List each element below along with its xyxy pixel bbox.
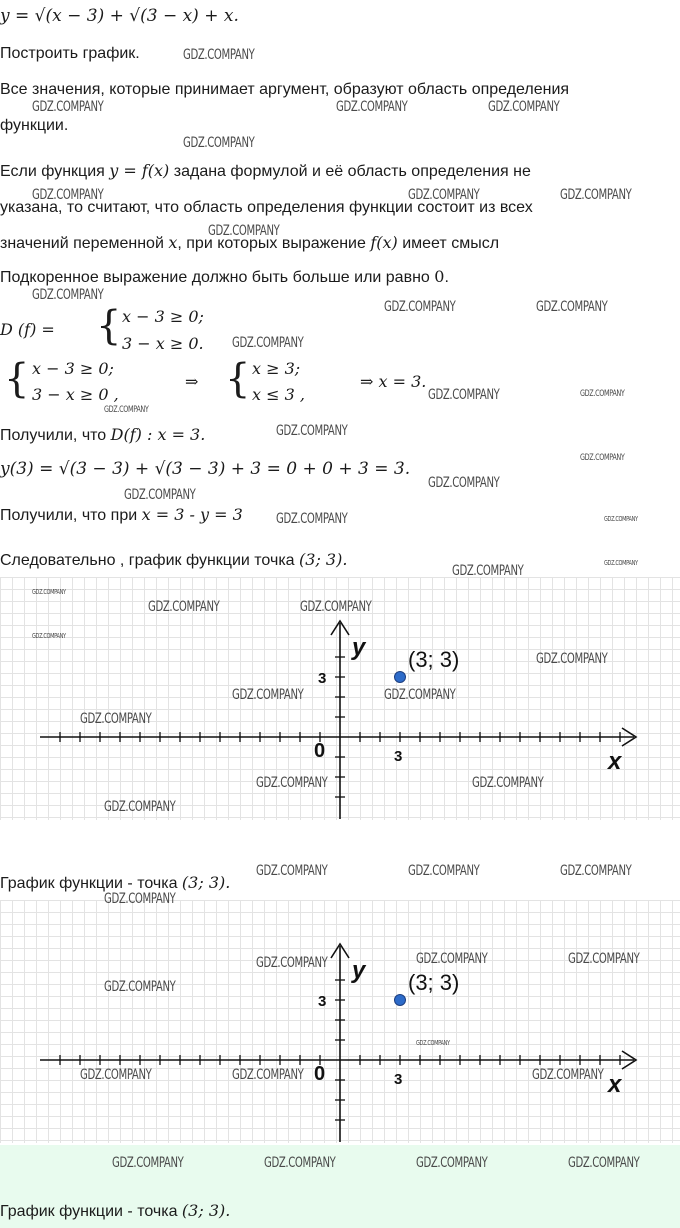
paragraph-domain-2c: значений переменной x, при которых выражение f(x) имеет смысл <box>0 233 500 252</box>
watermark: GDZ.COMPANY <box>80 711 152 727</box>
graph-point-3-3-second <box>0 900 680 1143</box>
brace-1: { <box>96 303 122 349</box>
watermark: GDZ.COMPANY <box>32 99 104 115</box>
watermark: GDZ.COMPANY <box>148 599 220 615</box>
watermark: GDZ.COMPANY <box>452 563 524 579</box>
y-tick-label: 3 <box>318 993 327 1010</box>
watermark: GDZ.COMPANY <box>408 863 480 879</box>
paragraph-domain-1: Все значения, которые принимает аргумент, образуют область определения <box>0 81 570 98</box>
watermark: GDZ.COMPANY <box>183 47 255 63</box>
task-title: Построить график. <box>0 45 140 62</box>
watermark: GDZ.COMPANY <box>488 99 560 115</box>
paragraph-radicand: Подкоренное выражение должно быть больше или равно 0. <box>0 267 449 286</box>
system2-line2: 3 − x ≥ 0 , <box>32 385 119 404</box>
watermark: GDZ.COMPANY <box>560 187 632 203</box>
watermark: GDZ.COMPANY <box>183 135 255 151</box>
system1-line2: 3 − x ≥ 0. <box>122 334 204 353</box>
paragraph-domain-2b: указана, то считают, что область определения функции состоит из всех <box>0 199 533 216</box>
watermark: GDZ.COMPANY <box>112 1155 184 1171</box>
watermark: GDZ.COMPANY <box>208 223 280 239</box>
x-tick-label: 3 <box>394 1071 403 1088</box>
watermark: GDZ.COMPANY <box>580 453 625 463</box>
brace-2: { <box>4 356 30 402</box>
watermark: GDZ.COMPANY <box>256 775 328 791</box>
watermark: GDZ.COMPANY <box>336 99 408 115</box>
watermark: GDZ.COMPANY <box>300 599 372 615</box>
watermark: GDZ.COMPANY <box>32 632 66 640</box>
watermark: GDZ.COMPANY <box>416 951 488 967</box>
watermark: GDZ.COMPANY <box>580 389 625 399</box>
watermark: GDZ.COMPANY <box>32 588 66 596</box>
paragraph-domain-result: Получили, что D(f) : x = 3. <box>0 425 206 444</box>
watermark: GDZ.COMPANY <box>104 891 176 907</box>
data-point <box>395 672 406 683</box>
origin-label: 0 <box>314 740 326 762</box>
point-label: (3; 3) <box>408 970 460 995</box>
watermark: GDZ.COMPANY <box>276 423 348 439</box>
watermark: GDZ.COMPANY <box>124 487 196 503</box>
watermark: GDZ.COMPANY <box>536 299 608 315</box>
y-axis-label: y <box>352 957 366 984</box>
watermark: GDZ.COMPANY <box>384 687 456 703</box>
watermark: GDZ.COMPANY <box>560 863 632 879</box>
watermark: GDZ.COMPANY <box>472 775 544 791</box>
watermark: GDZ.COMPANY <box>232 335 304 351</box>
watermark: GDZ.COMPANY <box>80 1067 152 1083</box>
y-tick-label: 3 <box>318 670 327 687</box>
paragraph-domain-1b: функции. <box>0 117 69 134</box>
watermark: GDZ.COMPANY <box>104 979 176 995</box>
x-axis-label: x <box>608 748 622 775</box>
watermark: GDZ.COMPANY <box>32 187 104 203</box>
point-label: (3; 3) <box>408 647 460 672</box>
paragraph-x-result: Получили, что при x = 3 - y = 3 <box>0 505 243 524</box>
watermark: GDZ.COMPANY <box>428 387 500 403</box>
data-point <box>395 995 406 1006</box>
watermark: GDZ.COMPANY <box>568 951 640 967</box>
x-tick-label: 3 <box>394 748 403 765</box>
system1-line1: x − 3 ≥ 0; <box>122 307 204 326</box>
watermark: GDZ.COMPANY <box>256 863 328 879</box>
x-axis-label: x <box>608 1071 622 1098</box>
origin-label: 0 <box>314 1063 326 1085</box>
watermark: GDZ.COMPANY <box>276 511 348 527</box>
system1-lhs: D (f) = <box>0 320 55 339</box>
watermark: GDZ.COMPANY <box>104 799 176 815</box>
paragraph-conclusion-3: График функции - точка (3; 3). <box>0 1201 231 1220</box>
watermark: GDZ.COMPANY <box>104 405 149 415</box>
watermark: GDZ.COMPANY <box>32 287 104 303</box>
watermark: GDZ.COMPANY <box>232 1067 304 1083</box>
watermark: GDZ.COMPANY <box>532 1067 604 1083</box>
y-axis-label: y <box>352 634 366 661</box>
watermark: GDZ.COMPANY <box>264 1155 336 1171</box>
watermark: GDZ.COMPANY <box>416 1039 450 1047</box>
watermark: GDZ.COMPANY <box>256 955 328 971</box>
watermark: GDZ.COMPANY <box>408 187 480 203</box>
result-x3: ⇒ x = 3. <box>360 372 427 391</box>
watermark: GDZ.COMPANY <box>232 687 304 703</box>
watermark: GDZ.COMPANY <box>536 651 608 667</box>
system2-line1: x − 3 ≥ 0; <box>32 359 114 378</box>
paragraph-conclusion-2: График функции - точка (3; 3). <box>0 873 231 892</box>
implies-arrow-1: ⇒ <box>185 372 199 391</box>
chart-svg <box>0 900 680 1143</box>
equation: y = √(x − 3) + √(3 − x) + x. <box>0 6 239 26</box>
watermark: GDZ.COMPANY <box>416 1155 488 1171</box>
paragraph-domain-2a: Если функция y = f(x) задана формулой и её область определения не <box>0 161 531 180</box>
watermark: GDZ.COMPANY <box>428 475 500 491</box>
calculation: y(3) = √(3 − 3) + √(3 − 3) + 3 = 0 + 0 + 3 = 3. <box>0 459 411 479</box>
brace-3: { <box>225 356 251 402</box>
watermark: GDZ.COMPANY <box>604 559 638 567</box>
watermark: GDZ.COMPANY <box>568 1155 640 1171</box>
system3-line2: x ≤ 3 , <box>252 385 305 404</box>
watermark: GDZ.COMPANY <box>604 515 638 523</box>
system3-line1: x ≥ 3; <box>252 359 301 378</box>
watermark: GDZ.COMPANY <box>384 299 456 315</box>
paragraph-conclusion-1: Следовательно , график функции точка (3; 3). <box>0 550 348 569</box>
